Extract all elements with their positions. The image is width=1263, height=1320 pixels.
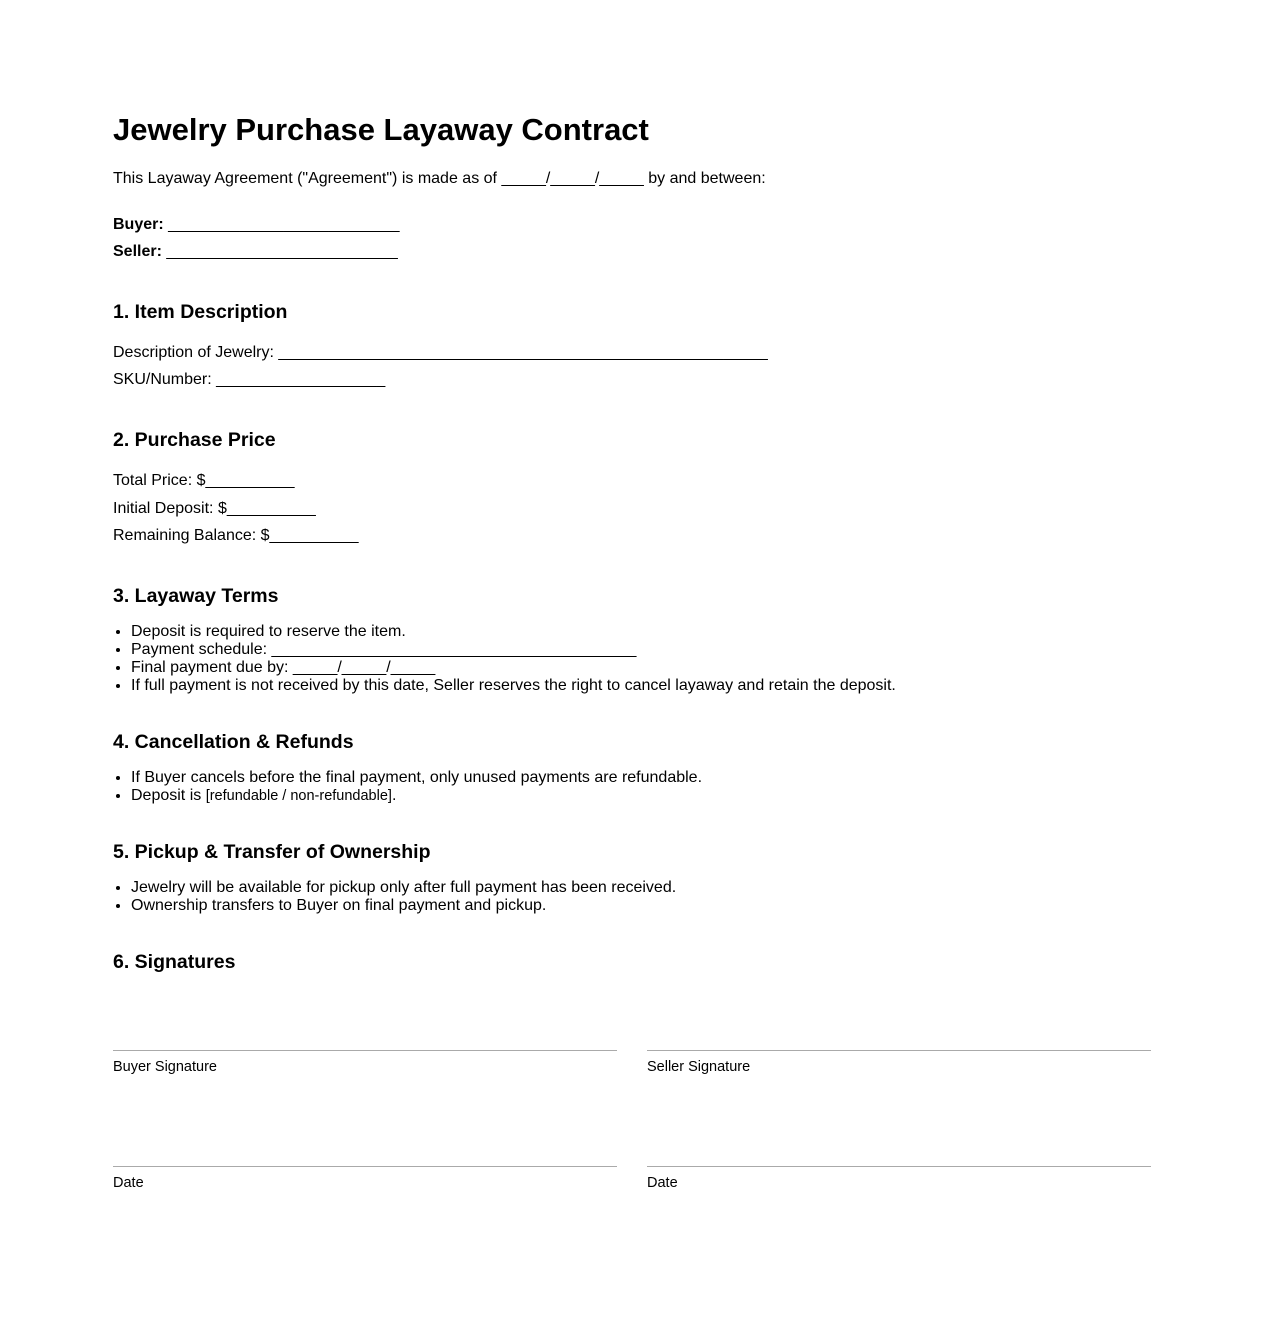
intro-suffix: by and between: — [648, 170, 766, 187]
list-item — [131, 787, 702, 805]
intro-line — [113, 169, 766, 189]
list-item: • Final payment due by: _____/_____/_____ — [131, 659, 896, 677]
section-heading-item: 1. Item Description — [113, 301, 288, 323]
remaining-balance-label: Remaining Balance: $ — [113, 527, 270, 544]
total-price-blank[interactable]: __________ — [205, 472, 295, 489]
buyer-field — [113, 215, 400, 235]
remaining-balance-field — [113, 526, 359, 546]
seller-signature-label: Seller Signature — [647, 1059, 751, 1075]
deposit-option: [refundable / non-refundable] — [205, 788, 392, 804]
cancellation-list — [113, 769, 702, 805]
sku-blank[interactable]: ___________________ — [216, 371, 386, 388]
seller-label: Seller: — [113, 243, 162, 260]
agreement-date-blank[interactable]: _____/_____/_____ — [501, 170, 644, 187]
seller-date-line[interactable] — [647, 1166, 1151, 1167]
list-item: • Deposit is required to reserve the item. — [131, 623, 896, 641]
list-item: • Payment schedule: _________________________________________ — [131, 641, 896, 659]
remaining-balance-blank[interactable]: __________ — [269, 527, 359, 544]
buyer-date-label: Date — [113, 1175, 144, 1191]
intro-text: This Layaway Agreement ("Agreement") is made as of — [113, 170, 497, 187]
pickup-list — [113, 879, 676, 915]
section-heading-terms: 3. Layaway Terms — [113, 585, 279, 607]
buyer-signature-label: Buyer Signature — [113, 1059, 217, 1075]
initial-deposit-label: Initial Deposit: $ — [113, 500, 227, 517]
page-title: Jewelry Purchase Layaway Contract — [113, 112, 649, 147]
list-item: • If full payment is not received by this date, Seller reserves the right to cancel layaway and retain the deposit. — [131, 677, 896, 695]
section-heading-cancellation: 4. Cancellation & Refunds — [113, 731, 354, 753]
buyer-signature-line[interactable] — [113, 1050, 617, 1051]
buyer-blank[interactable]: __________________________ — [168, 216, 400, 233]
seller-signature-line[interactable] — [647, 1050, 1151, 1051]
seller-field — [113, 242, 398, 262]
sku-label: SKU/Number: — [113, 371, 212, 388]
list-item: • Jewelry will be available for pickup only after full payment has been received. — [131, 879, 676, 897]
section-heading-pickup: 5. Pickup & Transfer of Ownership — [113, 841, 431, 863]
section-heading-signatures: 6. Signatures — [113, 951, 236, 973]
total-price-label: Total Price: $ — [113, 472, 206, 489]
buyer-label: Buyer: — [113, 216, 164, 233]
description-field — [113, 343, 768, 363]
sku-field — [113, 370, 385, 390]
section-heading-price: 2. Purchase Price — [113, 429, 276, 451]
seller-blank[interactable]: __________________________ — [166, 243, 398, 260]
description-blank[interactable]: _______________________________________________________ — [278, 344, 768, 361]
deposit-prefix: Deposit is — [131, 787, 202, 804]
buyer-date-line[interactable] — [113, 1166, 617, 1167]
initial-deposit-field — [113, 499, 316, 519]
list-item: • If Buyer cancels before the final payment, only unused payments are refundable. — [131, 769, 702, 787]
terms-list — [113, 623, 896, 695]
seller-date-label: Date — [647, 1175, 678, 1191]
list-item: • Ownership transfers to Buyer on final payment and pickup. — [131, 897, 676, 915]
deposit-suffix: . — [391, 787, 397, 804]
initial-deposit-blank[interactable]: __________ — [226, 500, 316, 517]
description-label: Description of Jewelry: — [113, 344, 274, 361]
total-price-field — [113, 471, 294, 491]
